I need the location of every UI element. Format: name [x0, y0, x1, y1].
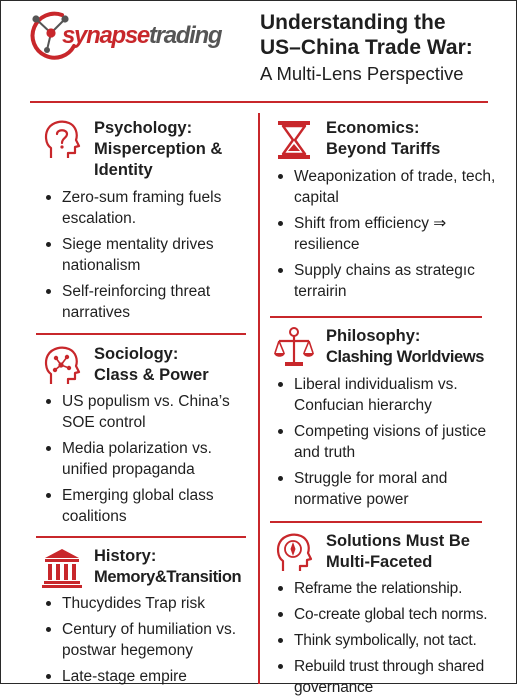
header-divider: [30, 101, 488, 103]
list-item: Century of humiliation vs. postwar hegemony: [42, 619, 254, 661]
list-item: Supply chains as strategıc terrairin: [274, 260, 509, 302]
column-divider: [258, 113, 260, 684]
psychology-title: Psychology: Misperception & Identity: [94, 119, 223, 179]
sociology-list: [42, 391, 252, 527]
section-divider: [270, 521, 482, 523]
list-item: Rebuild trust through shared governance: [274, 656, 512, 698]
sociology-title: Sociology: Class & Power: [94, 345, 209, 384]
section-divider: [36, 333, 246, 335]
list-item: Thucydides Trap risk: [42, 593, 254, 614]
list-item: Liberal individualism vs. Confucian hierarchy: [274, 374, 509, 416]
list-item: Struggle for moral and normative power: [274, 468, 509, 510]
list-item: Think symbolically, not tact.: [274, 630, 512, 651]
section-divider: [36, 536, 246, 538]
head-network-icon: [42, 344, 82, 388]
list-item: Competing visions of justice and truth: [274, 421, 509, 463]
philosophy-list: [274, 374, 509, 510]
philosophy-header: [274, 326, 509, 368]
logo-wordmark: synapsetrading: [62, 22, 222, 49]
economics-title: Economics: Beyond Tariffs: [326, 119, 441, 158]
philosophy-title: Philosophy: Clashing Worldviews: [326, 327, 485, 366]
section-divider: [270, 316, 482, 318]
section-economics: [274, 118, 509, 302]
list-item: Siege mentality drives nationalism: [42, 234, 252, 276]
list-item: Shift from efficiency ⇒ resilience: [274, 213, 509, 255]
list-item: Zero-sum framing fuels escalation.: [42, 187, 252, 229]
psychology-list: [42, 187, 252, 323]
title-line-2: US–China Trade War:: [260, 36, 473, 59]
subtitle: A Multi-Lens Perspective: [260, 63, 464, 84]
pillared-building-icon: [42, 546, 82, 590]
head-compass-icon: [274, 531, 314, 575]
hourglass-icon: [274, 118, 314, 162]
section-psychology: [42, 118, 252, 323]
list-item: Reframe the relationship.: [274, 578, 512, 599]
list-item: Media polarization vs. unified propaganda: [42, 438, 252, 480]
history-title: History: Memory&Transition: [94, 547, 242, 586]
section-sociology: [42, 344, 252, 527]
economics-header: [274, 118, 509, 160]
solutions-list: [274, 578, 512, 698]
solutions-title: Solutions Must Be Multi-Faceted: [326, 532, 470, 571]
head-question-icon: [42, 118, 82, 162]
economics-list: [274, 166, 509, 302]
list-item: Late-stage empire: [42, 666, 254, 687]
list-item: Weaponization of trade, tech, capital: [274, 166, 509, 208]
section-philosophy: [274, 326, 509, 510]
poster-title: [260, 10, 510, 88]
history-header: [42, 546, 254, 588]
list-item: Self-reinforcing threat narratives: [42, 281, 252, 323]
person-scales-icon: [274, 326, 314, 370]
section-solutions: [274, 531, 512, 698]
history-list: [42, 593, 254, 687]
synapsetrading-logo: [22, 6, 247, 62]
sociology-header: [42, 344, 252, 386]
list-item: US populism vs. China’s SOE control: [42, 391, 252, 433]
list-item: Co-create global tech norms.: [274, 604, 512, 625]
section-history: [42, 546, 254, 687]
title-line-1: Understanding the: [260, 11, 446, 34]
psychology-header: [42, 118, 252, 181]
solutions-header: [274, 531, 512, 573]
list-item: Emerging global class coalitions: [42, 485, 252, 527]
